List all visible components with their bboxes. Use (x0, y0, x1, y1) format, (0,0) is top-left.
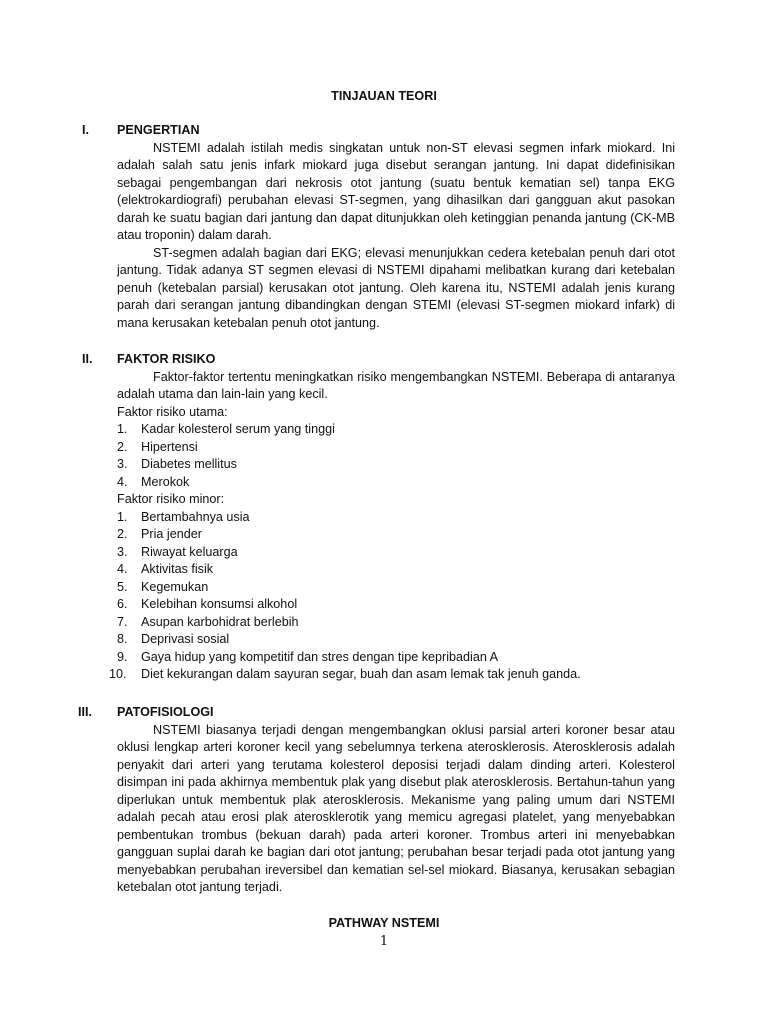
section-body (117, 122, 675, 332)
paragraph: NSTEMI biasanya terjadi dengan mengembangkan oklusi parsial arteri koroner besar atau oklusi lengkap arteri koroner kecil yang sebelumnya terkena aterosklerosis. Aterosklerosis adalah penyakit dari arteri yang terutama kolesterol deposisi terjadi dalam dinding arteri. Kolesterol disimpan ini pada akhirnya membentuk plak yang disebut plak aterosklerosis. Bertahun-tahun yang diperlukan untuk membentuk plak aterosklerosis. Mekanisme yang paling umum dari NSTEMI adalah pecah atau erosi plak aterosklerotik yang memicu agregasi platelet, yang menyebabkan pembentukan trombus (bekuan darah) pada arteri koroner. Trombus arteri ini menyebabkan gangguan suplai darah ke bagian dari otot jantung; perubahan besar terjadi pada otot jantung yang menyebabkan perubahan ireversibel dan kematian sel-sel miokard. Biasanya, kerusakan sebagian ketebalan otot jantung terjadi. (117, 722, 675, 894)
list-number: 9. (117, 649, 128, 664)
list-text: Aktivitas fisik (141, 562, 214, 576)
list-number: 3. (117, 457, 128, 471)
list-number: 1. (117, 422, 128, 436)
paragraph: NSTEMI adalah istilah medis singkatan untuk non-ST elevasi segmen infark miokard. Ini adalah salah satu jenis infark miokard juga disebut serangan jantung. Ini dapat didefinisikan sebagai pengembangan dari nekrosis otot jantung (suatu bentuk kematian sel) tanpa EKG (elektrokardiografi) perubahan elevasi ST-segmen, yang dihasilkan dari gangguan akut pasokan darah ke suatu bagian dari jantung dan dapat ditunjukkan oleh ketinggian penanda jantung (CK-MB atau troponin) dalam darah. (117, 140, 675, 242)
list-number: 1. (117, 509, 128, 524)
list-item (117, 596, 675, 614)
list-number: 5. (117, 579, 128, 594)
list-number: 4. (117, 562, 128, 576)
list-item (117, 544, 675, 562)
list-item (117, 474, 675, 492)
section-heading: PENGERTIAN (117, 123, 200, 137)
list-text: Deprivasi sosial (141, 632, 230, 646)
list-item (117, 421, 675, 439)
document-title: TINJAUAN TEORI (331, 89, 437, 103)
list-text: Hipertensi (141, 439, 198, 454)
list-number: 10. (109, 667, 127, 681)
major-risk-label: Faktor risiko utama: (117, 404, 228, 419)
list-number: 2. (117, 527, 128, 541)
section-number: II. (82, 352, 93, 366)
list-item (117, 631, 675, 649)
list-number: 2. (117, 439, 128, 454)
list-number: 4. (117, 474, 128, 489)
list-item (117, 526, 675, 544)
list-text: Diet kekurangan dalam sayuran segar, buah dan asam lemak tak jenuh ganda. (141, 667, 581, 681)
list-item (117, 579, 675, 597)
page-number: 1 (379, 934, 389, 949)
list-text: Kadar kolesterol serum yang tinggi (141, 422, 335, 436)
section-body (117, 704, 675, 897)
list-item (117, 509, 675, 527)
list-text: Pria jender (141, 527, 202, 541)
list-text: Kelebihan konsumsi alkohol (141, 597, 298, 611)
list-item (117, 614, 675, 632)
list-item (117, 456, 675, 474)
list-number: 3. (117, 544, 128, 559)
minor-risk-label: Faktor risiko minor: (117, 492, 225, 506)
section-heading: PATOFISIOLOGI (117, 705, 214, 719)
minor-risk-list (109, 509, 675, 684)
list-item (117, 561, 675, 579)
paragraph: Faktor-faktor tertentu meningkatkan risiko mengembangkan NSTEMI. Beberapa di antaranya adalah utama dan lain-lain yang kecil. (117, 369, 675, 401)
list-number: 7. (117, 614, 128, 629)
list-number: 6. (117, 597, 128, 611)
list-text: Riwayat keluarga (141, 544, 238, 559)
section-heading: FAKTOR RISIKO (117, 352, 216, 366)
list-text: Merokok (141, 474, 190, 489)
list-item (117, 649, 675, 667)
section-body (109, 351, 675, 684)
list-text: Bertambahnya usia (141, 509, 250, 524)
list-item (109, 666, 675, 684)
major-risk-list (117, 421, 675, 491)
list-text: Asupan karbohidrat berlebih (141, 614, 299, 629)
list-text: Kegemukan (141, 579, 209, 594)
pathway-title: PATHWAY NSTEMI (328, 916, 440, 930)
list-text: Diabetes mellitus (141, 457, 237, 471)
list-item (117, 439, 675, 457)
paragraph: ST-segmen adalah bagian dari EKG; elevasi menunjukkan cedera ketebalan penuh dari otot jantung. Tidak adanya ST segmen elevasi di NSTEMI dipahami melibatkan kurang dari ketebalan penuh (ketebalan parsial) kerusakan otot jantung. Oleh karena itu, NSTEMI adalah jenis kurang parah dari serangan jantung dibandingkan dengan STEMI (elevasi ST-segmen miokard infark) di mana kerusakan ketebalan penuh otot jantung. (117, 245, 675, 330)
section-number: III. (78, 705, 92, 719)
list-text: Gaya hidup yang kompetitif dan stres dengan tipe kepribadian A (141, 649, 499, 664)
section-number: I. (82, 123, 89, 137)
list-number: 8. (117, 632, 128, 646)
